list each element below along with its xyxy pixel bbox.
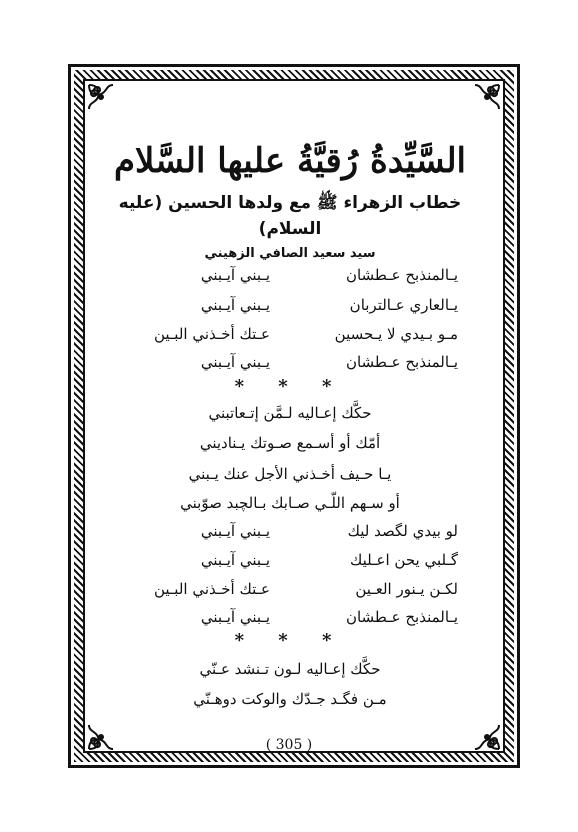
- verse-line: أمّك أو أسـمع صـوتك يـناديني: [199, 434, 381, 452]
- verse-line: أو سـهم اللّـي صـابك بـالچبد صوّبني: [180, 494, 400, 512]
- page-number: ( 305 ): [265, 737, 313, 753]
- verse-second-half: عـتك أخـذني البـين: [153, 580, 270, 598]
- verse-second-half: يـبني آيـبني: [200, 296, 270, 314]
- verse-line: يـا حـيف أخـذني الأجل عنك يـبني: [188, 465, 392, 483]
- poem-subtitle: خطاب الزهراء ﷺ مع ولدها الحسين (عليه السلام): [118, 193, 462, 239]
- verse-second-half: يـبني آيـبني: [200, 353, 270, 371]
- verse-line: [100, 266, 480, 296]
- page-title: السَّيِّدةُ رُقيَّةُ عليها السَّلام: [113, 141, 467, 181]
- stanza-separator: * * *: [234, 630, 346, 651]
- verse-line: [100, 551, 480, 581]
- verse-first-half: گـلبي يحن اعـليك: [350, 551, 458, 569]
- verse-second-half: يـبني آيـبني: [200, 522, 270, 540]
- verse-second-half: عـتك أخـذني البـين: [153, 325, 270, 343]
- verse-line: حكَّك إعـاليه لـون تـنشد عـنّي: [199, 660, 381, 678]
- verse-first-half: يـالعاري عـالتربان: [349, 296, 458, 314]
- verse-line: مـن فگـد جـدّك والوكت دوهـنّي: [193, 690, 387, 708]
- verse-line: [100, 580, 480, 610]
- verse-first-half: لو بيدي لگصد ليك: [347, 522, 458, 540]
- stanza-separator: * * *: [234, 376, 346, 397]
- verse-line: [100, 325, 480, 355]
- verse-second-half: يـبني آيـبني: [200, 551, 270, 569]
- verse-first-half: مـو بـيدي لا يـحسين: [334, 325, 458, 343]
- poem-author: سيد سعيد الصافي الزهيني: [204, 246, 376, 261]
- verse-first-half: يـالمنذبح عـطشان: [345, 608, 458, 626]
- verse-line: حكَّك إعـاليه لـمَّن إتـعاتبني: [208, 404, 372, 422]
- verse-first-half: يـالمنذبح عـطشان: [345, 353, 458, 371]
- verse-line: [100, 522, 480, 552]
- verse-line: [100, 296, 480, 326]
- verse-first-half: لكـن يـنور العـين: [355, 580, 458, 598]
- verse-second-half: يـبني آيـبني: [200, 608, 270, 626]
- verses: [100, 0, 480, 832]
- verse-second-half: يـبني آيـبني: [200, 266, 270, 284]
- verse-first-half: يـالمنذبح عـطشان: [345, 266, 458, 284]
